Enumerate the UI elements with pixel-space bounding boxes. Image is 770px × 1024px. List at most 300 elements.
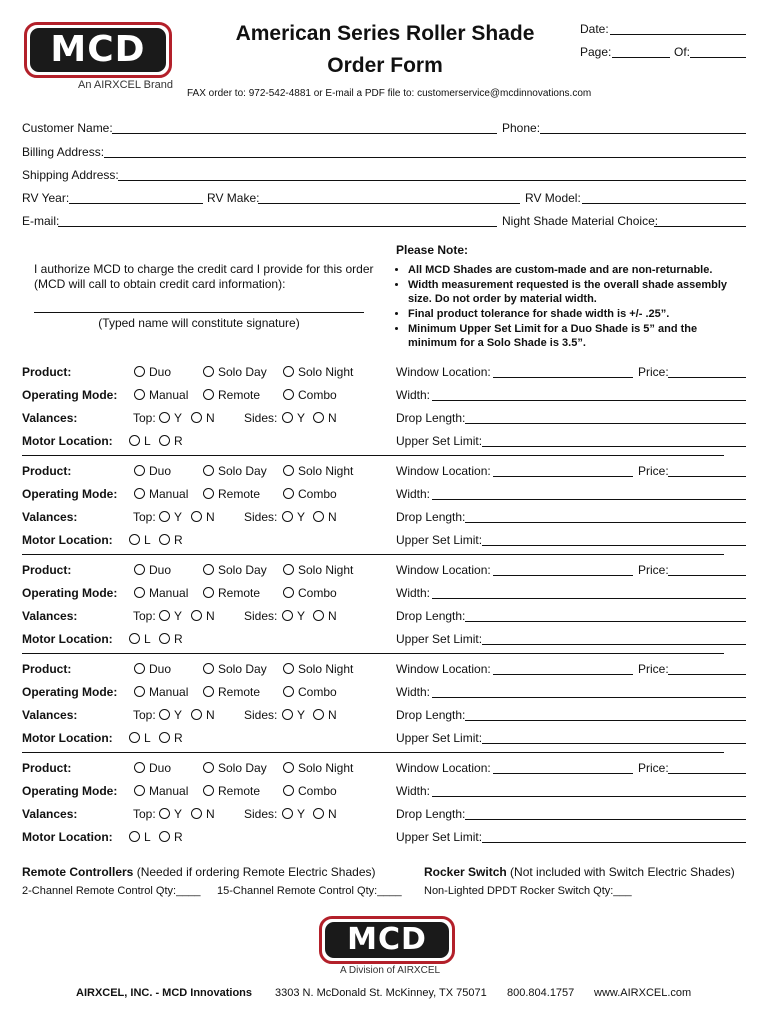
product-option-solo-night[interactable]	[283, 563, 353, 577]
product-option-solo-night[interactable]	[283, 761, 353, 775]
brand-tagline: An AIRXCEL Brand	[78, 79, 173, 91]
width-label: Width:	[396, 586, 431, 600]
rv-model-label: RV Model:	[525, 191, 581, 205]
product-option-solo-day[interactable]	[203, 761, 267, 775]
radio-label: Solo Night	[298, 365, 354, 379]
radio-label: Y	[297, 510, 306, 524]
upper-set-limit-field[interactable]	[482, 446, 746, 447]
footer-address: 3303 N. McDonald St. McKinney, TX 75071	[275, 987, 487, 999]
product-label: Product:	[22, 365, 72, 379]
motor-right[interactable]	[159, 632, 183, 646]
drop-length-field[interactable]	[465, 720, 746, 721]
radio-circle-icon	[191, 511, 202, 522]
radio-label: Combo	[298, 487, 337, 501]
width-label: Width:	[396, 685, 431, 699]
valance-top-no[interactable]	[191, 807, 215, 821]
radio-circle-icon	[203, 389, 214, 400]
radio-circle-icon	[283, 762, 294, 773]
mode-option-combo[interactable]	[283, 586, 337, 600]
radio-circle-icon	[159, 633, 170, 644]
radio-label: Solo Day	[218, 662, 267, 676]
fax-instructions: FAX order to: 972-542-4881 or E-mail a PDF file to: customerservice@mcdinnovations.com	[187, 88, 592, 99]
mode-option-remote[interactable]	[203, 685, 260, 699]
block-separator	[22, 752, 724, 753]
signature-field[interactable]	[34, 312, 364, 313]
valance-sides-no[interactable]	[313, 510, 337, 524]
mode-option-combo[interactable]	[283, 784, 337, 798]
radio-label: L	[144, 830, 151, 844]
drop-length-label: Drop Length:	[396, 807, 466, 821]
page-field[interactable]	[612, 57, 670, 58]
radio-circle-icon	[313, 808, 324, 819]
window-location-field[interactable]	[493, 575, 633, 576]
valance-top-yes[interactable]	[159, 708, 182, 722]
price-label: Price:	[638, 662, 669, 676]
window-location-label: Window Location:	[396, 365, 491, 379]
rv-year-label: RV Year:	[22, 191, 70, 205]
product-option-duo[interactable]	[134, 563, 171, 577]
block-separator	[22, 554, 724, 555]
night-shade-field[interactable]	[654, 226, 746, 227]
phone-label: Phone:	[502, 121, 541, 135]
product-option-solo-night[interactable]	[283, 464, 353, 478]
radio-label: Solo Day	[218, 464, 267, 478]
rv-make-field[interactable]	[258, 203, 520, 204]
radio-label: Remote	[218, 586, 261, 600]
width-field[interactable]	[432, 598, 746, 599]
radio-label: L	[144, 533, 151, 547]
radio-circle-icon	[159, 709, 170, 720]
billing-address-field[interactable]	[104, 157, 746, 158]
motor-location-label: Motor Location:	[22, 632, 113, 646]
radio-label: Manual	[149, 685, 189, 699]
note-item: • Final product tolerance for shade width is +/- .25”.	[408, 307, 746, 321]
drop-length-label: Drop Length:	[396, 609, 466, 623]
please-note-list	[396, 263, 746, 350]
radio-circle-icon	[191, 808, 202, 819]
product-option-duo[interactable]	[134, 662, 171, 676]
radio-label: N	[206, 609, 215, 623]
width-label: Width:	[396, 487, 431, 501]
valance-sides-no[interactable]	[313, 708, 337, 722]
rocker-switch-title: Rocker Switch	[424, 865, 507, 879]
drop-length-label: Drop Length:	[396, 411, 466, 425]
radio-label: Solo Night	[298, 563, 354, 577]
phone-field[interactable]	[540, 133, 746, 134]
radio-circle-icon	[282, 709, 293, 720]
radio-circle-icon	[129, 435, 140, 446]
width-field[interactable]	[432, 697, 746, 698]
note-item: • Minimum Upper Set Limit for a Duo Shade is 5” and the minimum for a Solo Shade is 3.5”.	[408, 322, 746, 350]
valance-top-label: Top:	[133, 708, 156, 722]
price-field[interactable]	[668, 476, 746, 477]
mode-option-manual[interactable]	[134, 586, 188, 600]
radio-label: Remote	[218, 784, 261, 798]
valance-top-no[interactable]	[191, 609, 215, 623]
rv-model-field[interactable]	[582, 203, 746, 204]
radio-label: Manual	[149, 784, 189, 798]
window-location-field[interactable]	[493, 476, 633, 477]
valance-top-label: Top:	[133, 807, 156, 821]
fifteen-channel-remote-qty[interactable]: 15-Channel Remote Control Qty:____	[217, 885, 402, 897]
product-option-duo[interactable]	[134, 464, 171, 478]
price-field[interactable]	[668, 575, 746, 576]
date-label: Date:	[580, 22, 609, 36]
footer-division: A Division of AIRXCEL	[340, 965, 441, 976]
radio-label: R	[174, 731, 183, 745]
product-option-solo-day[interactable]	[203, 365, 267, 379]
product-option-solo-night[interactable]	[283, 662, 353, 676]
radio-label: Duo	[149, 464, 172, 478]
radio-circle-icon	[283, 686, 294, 697]
motor-location-label: Motor Location:	[22, 830, 113, 844]
upper-set-limit-field[interactable]	[482, 842, 746, 843]
operating-mode-label: Operating Mode:	[22, 784, 118, 798]
product-option-duo[interactable]	[134, 365, 171, 379]
valances-label: Valances:	[22, 510, 78, 524]
price-field[interactable]	[668, 377, 746, 378]
remote-controllers-title: Remote Controllers	[22, 865, 134, 879]
valance-sides-yes[interactable]	[282, 609, 305, 623]
radio-circle-icon	[159, 610, 170, 621]
mode-option-combo[interactable]	[283, 487, 337, 501]
valance-top-label: Top:	[133, 510, 156, 524]
customer-name-label: Customer Name:	[22, 121, 113, 135]
radio-circle-icon	[129, 732, 140, 743]
radio-circle-icon	[134, 564, 145, 575]
note-item: • All MCD Shades are custom-made and are non-returnable.	[408, 263, 746, 277]
radio-circle-icon	[129, 831, 140, 842]
radio-label: N	[328, 807, 337, 821]
radio-circle-icon	[283, 488, 294, 499]
valance-sides-label: Sides:	[244, 807, 278, 821]
rv-year-field[interactable]	[69, 203, 203, 204]
radio-circle-icon	[203, 762, 214, 773]
window-location-label: Window Location:	[396, 464, 491, 478]
rv-make-label: RV Make:	[207, 191, 260, 205]
radio-circle-icon	[203, 366, 214, 377]
radio-label: Combo	[298, 685, 337, 699]
valance-sides-label: Sides:	[244, 411, 278, 425]
product-label: Product:	[22, 563, 72, 577]
price-label: Price:	[638, 365, 669, 379]
mode-option-manual[interactable]	[134, 784, 188, 798]
radio-label: Y	[297, 708, 306, 722]
mode-option-manual[interactable]	[134, 487, 188, 501]
email-label: E-mail:	[22, 214, 60, 228]
radio-circle-icon	[134, 785, 145, 796]
valance-sides-label: Sides:	[244, 708, 278, 722]
radio-label: Solo Day	[218, 761, 267, 775]
radio-label: Manual	[149, 586, 189, 600]
radio-label: Remote	[218, 685, 261, 699]
radio-circle-icon	[282, 610, 293, 621]
radio-circle-icon	[282, 511, 293, 522]
valance-sides-yes[interactable]	[282, 510, 305, 524]
window-location-label: Window Location:	[396, 662, 491, 676]
width-label: Width:	[396, 388, 431, 402]
radio-circle-icon	[134, 686, 145, 697]
motor-right[interactable]	[159, 830, 183, 844]
radio-label: Duo	[149, 365, 172, 379]
mode-option-combo[interactable]	[283, 388, 337, 402]
radio-label: Duo	[149, 662, 172, 676]
drop-length-field[interactable]	[465, 819, 746, 820]
radio-circle-icon	[203, 488, 214, 499]
motor-right[interactable]	[159, 533, 183, 547]
radio-circle-icon	[203, 785, 214, 796]
product-option-duo[interactable]	[134, 761, 171, 775]
radio-label: Y	[297, 609, 306, 623]
upper-set-limit-label: Upper Set Limit:	[396, 731, 483, 745]
of-label: Of:	[674, 45, 691, 59]
please-note	[396, 243, 746, 351]
radio-label: N	[328, 609, 337, 623]
please-note-title: Please Note:	[396, 243, 469, 257]
radio-label: L	[144, 632, 151, 646]
valances-label: Valances:	[22, 807, 78, 821]
page-label: Page:	[580, 45, 612, 59]
night-shade-label: Night Shade Material Choice:	[502, 214, 659, 228]
radio-label: N	[328, 708, 337, 722]
window-location-label: Window Location:	[396, 761, 491, 775]
radio-label: Solo Day	[218, 563, 267, 577]
drop-length-field[interactable]	[465, 621, 746, 622]
product-option-solo-night[interactable]	[283, 365, 353, 379]
form-title-line2: Order Form	[327, 54, 443, 77]
radio-label: N	[328, 411, 337, 425]
radio-circle-icon	[203, 686, 214, 697]
radio-label: N	[206, 807, 215, 821]
radio-circle-icon	[283, 663, 294, 674]
radio-circle-icon	[203, 564, 214, 575]
radio-circle-icon	[134, 762, 145, 773]
rocker-switch-qty[interactable]: Non-Lighted DPDT Rocker Switch Qty:___	[424, 885, 632, 897]
footer-mcd-logo-text: MCD	[325, 922, 449, 958]
window-location-field[interactable]	[493, 377, 633, 378]
upper-set-limit-field[interactable]	[482, 545, 746, 546]
upper-set-limit-label: Upper Set Limit:	[396, 533, 483, 547]
radio-circle-icon	[282, 808, 293, 819]
radio-label: L	[144, 731, 151, 745]
width-field[interactable]	[432, 796, 746, 797]
window-location-field[interactable]	[493, 773, 633, 774]
radio-label: Y	[174, 609, 183, 623]
customer-name-field[interactable]	[112, 133, 497, 134]
radio-label: Y	[297, 411, 306, 425]
date-field[interactable]	[610, 34, 746, 35]
radio-circle-icon	[134, 465, 145, 476]
radio-circle-icon	[282, 412, 293, 423]
radio-circle-icon	[203, 465, 214, 476]
radio-circle-icon	[283, 564, 294, 575]
radio-label: R	[174, 632, 183, 646]
radio-circle-icon	[191, 709, 202, 720]
valance-sides-yes[interactable]	[282, 807, 305, 821]
motor-right[interactable]	[159, 731, 183, 745]
radio-label: L	[144, 434, 151, 448]
radio-label: Solo Night	[298, 662, 354, 676]
valance-sides-no[interactable]	[313, 609, 337, 623]
width-field[interactable]	[432, 400, 746, 401]
radio-label: R	[174, 533, 183, 547]
billing-address-label: Billing Address:	[22, 145, 105, 159]
operating-mode-label: Operating Mode:	[22, 388, 118, 402]
radio-circle-icon	[159, 732, 170, 743]
two-channel-remote-qty[interactable]: 2-Channel Remote Control Qty:____	[22, 885, 201, 897]
radio-label: R	[174, 434, 183, 448]
mode-option-remote[interactable]	[203, 784, 260, 798]
radio-circle-icon	[159, 511, 170, 522]
radio-circle-icon	[134, 663, 145, 674]
radio-label: Y	[174, 807, 183, 821]
operating-mode-label: Operating Mode:	[22, 586, 118, 600]
product-label: Product:	[22, 662, 72, 676]
radio-label: Combo	[298, 586, 337, 600]
window-location-field[interactable]	[493, 674, 633, 675]
radio-label: Y	[174, 411, 183, 425]
mcd-logo-text: MCD	[30, 28, 166, 72]
remote-controllers-note: (Needed if ordering Remote Electric Shades)	[136, 865, 376, 879]
authorization-text-2: (MCD will call to obtain credit card information):	[34, 277, 286, 291]
mode-option-remote[interactable]	[203, 586, 260, 600]
valance-top-yes[interactable]	[159, 510, 182, 524]
motor-location-label: Motor Location:	[22, 731, 113, 745]
valance-sides-yes[interactable]	[282, 411, 305, 425]
product-option-solo-day[interactable]	[203, 662, 267, 676]
width-label: Width:	[396, 784, 431, 798]
shipping-address-label: Shipping Address:	[22, 168, 119, 182]
product-option-solo-day[interactable]	[203, 464, 267, 478]
valance-top-label: Top:	[133, 609, 156, 623]
upper-set-limit-label: Upper Set Limit:	[396, 434, 483, 448]
valance-top-yes[interactable]	[159, 807, 182, 821]
radio-label: R	[174, 830, 183, 844]
mode-option-manual[interactable]	[134, 388, 188, 402]
radio-label: N	[206, 510, 215, 524]
upper-set-limit-field[interactable]	[482, 743, 746, 744]
mcd-logo	[24, 22, 172, 78]
valance-top-label: Top:	[133, 411, 156, 425]
radio-circle-icon	[129, 534, 140, 545]
mode-option-remote[interactable]	[203, 388, 260, 402]
mode-option-remote[interactable]	[203, 487, 260, 501]
radio-label: Duo	[149, 761, 172, 775]
product-option-solo-day[interactable]	[203, 563, 267, 577]
valance-sides-label: Sides:	[244, 510, 278, 524]
radio-label: Y	[174, 708, 183, 722]
radio-label: Y	[174, 510, 183, 524]
motor-location-label: Motor Location:	[22, 533, 113, 547]
valances-label: Valances:	[22, 609, 78, 623]
upper-set-limit-label: Upper Set Limit:	[396, 830, 483, 844]
valance-sides-label: Sides:	[244, 609, 278, 623]
radio-circle-icon	[134, 488, 145, 499]
motor-left[interactable]	[129, 533, 151, 547]
radio-circle-icon	[134, 389, 145, 400]
shipping-address-field[interactable]	[118, 180, 746, 181]
email-field[interactable]	[58, 226, 497, 227]
radio-label: Solo Day	[218, 365, 267, 379]
price-label: Price:	[638, 761, 669, 775]
price-field[interactable]	[668, 773, 746, 774]
operating-mode-label: Operating Mode:	[22, 487, 118, 501]
motor-left[interactable]	[129, 632, 151, 646]
radio-circle-icon	[203, 663, 214, 674]
upper-set-limit-label: Upper Set Limit:	[396, 632, 483, 646]
radio-circle-icon	[191, 412, 202, 423]
radio-label: Manual	[149, 487, 189, 501]
valance-sides-no[interactable]	[313, 411, 337, 425]
block-separator	[22, 653, 724, 654]
footer-phone: 800.804.1757	[507, 987, 575, 999]
mode-option-combo[interactable]	[283, 685, 337, 699]
block-separator	[22, 455, 724, 456]
valance-top-yes[interactable]	[159, 609, 182, 623]
radio-label: N	[206, 708, 215, 722]
radio-label: Solo Night	[298, 761, 354, 775]
price-label: Price:	[638, 464, 669, 478]
footer-mcd-logo	[319, 916, 455, 964]
valance-sides-no[interactable]	[313, 807, 337, 821]
drop-length-field[interactable]	[465, 423, 746, 424]
drop-length-label: Drop Length:	[396, 708, 466, 722]
motor-right[interactable]	[159, 434, 183, 448]
valance-sides-yes[interactable]	[282, 708, 305, 722]
radio-label: Combo	[298, 388, 337, 402]
motor-location-label: Motor Location:	[22, 434, 113, 448]
valances-label: Valances:	[22, 708, 78, 722]
valance-top-yes[interactable]	[159, 411, 182, 425]
radio-circle-icon	[283, 366, 294, 377]
radio-circle-icon	[134, 587, 145, 598]
radio-circle-icon	[283, 465, 294, 476]
radio-circle-icon	[313, 511, 324, 522]
product-label: Product:	[22, 761, 72, 775]
radio-circle-icon	[283, 785, 294, 796]
motor-left[interactable]	[129, 434, 151, 448]
motor-left[interactable]	[129, 830, 151, 844]
upper-set-limit-field[interactable]	[482, 644, 746, 645]
drop-length-field[interactable]	[465, 522, 746, 523]
note-item: • Width measurement requested is the overall shade assembly size. Do not order by material width.	[408, 278, 746, 306]
valance-top-no[interactable]	[191, 708, 215, 722]
radio-circle-icon	[283, 389, 294, 400]
radio-label: Y	[297, 807, 306, 821]
price-label: Price:	[638, 563, 669, 577]
radio-circle-icon	[283, 587, 294, 598]
valance-top-no[interactable]	[191, 411, 215, 425]
valances-label: Valances:	[22, 411, 78, 425]
radio-circle-icon	[313, 610, 324, 621]
width-field[interactable]	[432, 499, 746, 500]
motor-left[interactable]	[129, 731, 151, 745]
of-field[interactable]	[690, 57, 746, 58]
radio-circle-icon	[313, 412, 324, 423]
radio-label: N	[328, 510, 337, 524]
radio-label: N	[206, 411, 215, 425]
price-field[interactable]	[668, 674, 746, 675]
radio-label: Combo	[298, 784, 337, 798]
radio-circle-icon	[129, 633, 140, 644]
mode-option-manual[interactable]	[134, 685, 188, 699]
radio-label: Solo Night	[298, 464, 354, 478]
valance-top-no[interactable]	[191, 510, 215, 524]
radio-circle-icon	[159, 435, 170, 446]
radio-circle-icon	[313, 709, 324, 720]
radio-circle-icon	[159, 831, 170, 842]
rocker-switch-note: (Not included with Switch Electric Shades)	[510, 865, 735, 879]
